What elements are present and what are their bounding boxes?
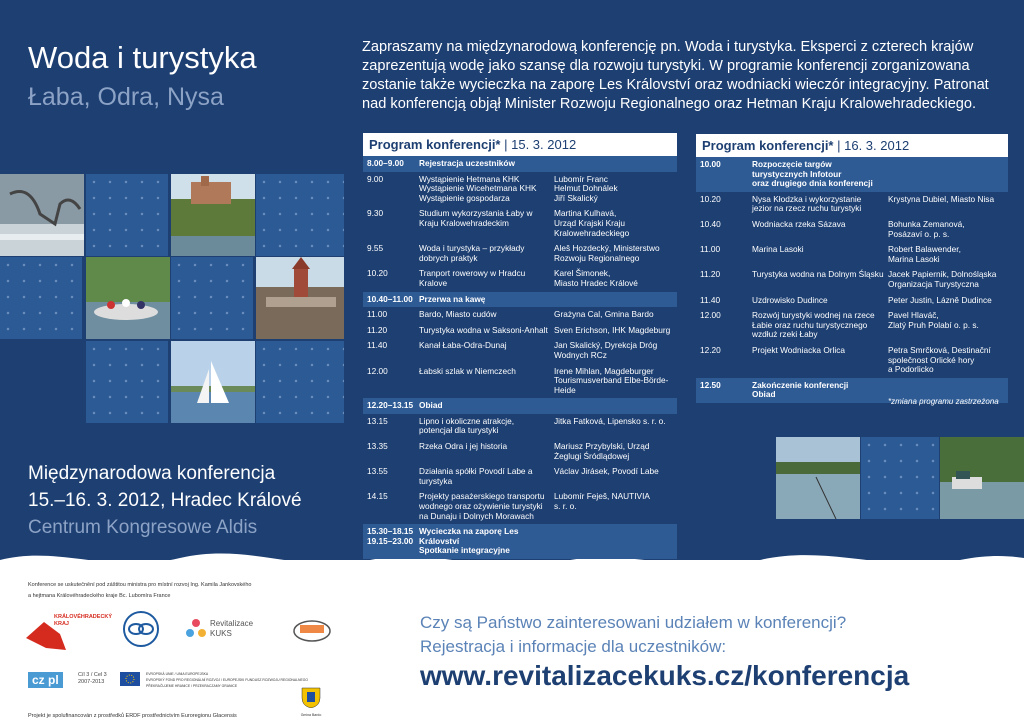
conference-info bbox=[28, 460, 302, 541]
footer-registration: Rejestracja i informacje dla uczestników: bbox=[420, 637, 727, 656]
program-speaker: Václav Jirásek, Povodí Labe bbox=[554, 466, 659, 477]
program-time: 11.20 bbox=[700, 269, 721, 280]
program-speaker: Jan Skalický, Dyrekcja Dróg Wodnych RCz bbox=[554, 340, 658, 360]
program-activity: Wycieczka na zaporę Les Království Spotkanie integracyjne bbox=[419, 526, 519, 556]
page-title: Woda i turystyka bbox=[28, 40, 257, 75]
program-day2-header: Program konferencji* | 16. 3. 2012 bbox=[696, 134, 1008, 157]
photo-lake bbox=[776, 437, 860, 519]
program-time: 11.00 bbox=[367, 309, 388, 320]
program-row bbox=[363, 398, 677, 414]
program-activity: Rozwój turystyki wodnej na rzece Łabie oraz ruchu turystycznego wzdłuż rzeki Łaby bbox=[752, 310, 875, 340]
program-row bbox=[363, 206, 677, 241]
program-speaker: Martina Kulhavá, Urząd Krajski Kraju Kralowehradeckiego bbox=[554, 208, 630, 238]
anchor-tile bbox=[861, 437, 939, 519]
anchor-tile bbox=[86, 174, 168, 256]
photo-boat bbox=[940, 437, 1024, 519]
eu-flag-icon bbox=[120, 672, 140, 686]
page-subtitle: Łaba, Odra, Nysa bbox=[28, 83, 224, 111]
program-row bbox=[363, 489, 677, 524]
program-speaker: Bohunka Zemanová, Posázaví o. p. s. bbox=[888, 218, 965, 239]
program-row bbox=[363, 292, 677, 308]
program-time: 12.50 bbox=[700, 379, 721, 390]
program-activity: Działania spółki Povodí Labe a turystyka bbox=[419, 466, 533, 486]
orlice-logo bbox=[292, 615, 348, 643]
anchor-tile bbox=[171, 257, 253, 339]
bardo-crest-icon: Gmina Bardo bbox=[300, 686, 322, 716]
photo-castle bbox=[171, 174, 255, 256]
program-time: 10.20 bbox=[700, 193, 721, 204]
program-activity: Studium wykorzystania Łaby w Kraju Kralowehradeckim bbox=[419, 208, 533, 228]
program-activity: Lipno i okoliczne atrakcje, potencjał dla turystyki bbox=[419, 415, 515, 436]
program-activity: Rozpoczęcie targów turystycznych Infotour oraz drugiego dnia konferencji bbox=[752, 159, 873, 189]
program-time: 13.15 bbox=[367, 415, 388, 426]
program-speaker bbox=[888, 160, 1008, 189]
program-speaker: Grażyna Cal, Gmina Bardo bbox=[554, 309, 654, 320]
program-time: 12.00 bbox=[367, 365, 388, 376]
program-day1 bbox=[363, 133, 677, 559]
program-row bbox=[363, 172, 677, 207]
program-row bbox=[363, 156, 677, 172]
program-row bbox=[363, 524, 677, 559]
footer-question: Czy są Państwo zainteresowani udziałem w konferencji? bbox=[420, 613, 847, 632]
program-time: 15.30–18.15 19.15–23.00 bbox=[367, 526, 414, 546]
program-speaker bbox=[554, 159, 676, 169]
program-activity: Projekt Wodniacka Orlica bbox=[752, 344, 845, 355]
program-speaker: Jitka Fatková, Lipensko s. r. o. bbox=[554, 415, 666, 426]
program-activity: Uzdrowisko Dudince bbox=[752, 294, 828, 305]
program-speaker: Aleš Hozdecký, Ministerstwo Rozwoju Regionalnego bbox=[554, 243, 660, 263]
program-speaker: Krystyna Dubiel, Miasto Nisa bbox=[888, 193, 995, 204]
program-row bbox=[363, 323, 677, 339]
program-time: 10.40–11.00 bbox=[367, 293, 413, 304]
program-row bbox=[696, 157, 1008, 192]
czpl-logo: cz pl Cíl 3 / Cel 3 2007-2013 bbox=[28, 672, 118, 690]
revitalizace-logo: Revitalizace KUKS bbox=[184, 617, 264, 643]
program-time: 9.30 bbox=[367, 208, 384, 219]
euroregion-logo bbox=[122, 610, 160, 648]
anchor-tile bbox=[256, 174, 344, 256]
kraj-logo: KRÁLOVÉHRADECKÝ KRAJ bbox=[26, 612, 110, 652]
program-time: 9.00 bbox=[367, 173, 384, 184]
program-row bbox=[363, 338, 677, 363]
program-activity: Tranport rowerowy w Hradcu Kralove bbox=[419, 268, 526, 288]
program-activity: Przerwa na kawę bbox=[419, 293, 486, 304]
patronage-line1: Konference se uskutečnění pod záštitou ministra pro místní rozvoj Ing. Kamila Jankovského bbox=[28, 582, 252, 588]
program-row bbox=[363, 364, 677, 399]
conference-date-place: 15.–16. 3. 2012, Hradec Králové bbox=[28, 490, 302, 511]
program-day1-rows bbox=[363, 156, 677, 559]
patronage-line2: a hejtmana Královéhradeckého kraje Bc. Lubomíra France bbox=[28, 593, 171, 599]
cofinance-note: Projekt je spolufinancován z prostředků ERDF prostřednictvím Euroregionu Glacensis bbox=[28, 713, 237, 719]
program-row bbox=[696, 217, 1008, 242]
program-speaker: Peter Justin, Lázně Dudince bbox=[888, 294, 992, 305]
program-time: 12.00 bbox=[700, 310, 721, 321]
program-activity: Woda i turystyka – przykłady dobrych praktyk bbox=[419, 243, 525, 263]
photo-dam bbox=[256, 257, 344, 339]
anchor-tile bbox=[86, 341, 168, 423]
program-speaker: Lubomír Franc Helmut Dohnálek Jiří Skalický bbox=[554, 173, 618, 203]
program-speaker: Irene Mihlan, Magdeburger Tourismusverband Elbe-Börde- Heide bbox=[554, 365, 669, 395]
program-activity: Bardo, Miasto cudów bbox=[419, 309, 497, 320]
program-speaker: Lubomír Feješ, NAUTIVIA s. r. o. bbox=[554, 491, 650, 512]
program-time: 10.40 bbox=[700, 218, 721, 229]
program-speaker: Jacek Papiernik, Dolnośląska Organizacja Turystyczna bbox=[888, 269, 997, 289]
program-time: 10.00 bbox=[700, 159, 721, 169]
program-speaker bbox=[554, 401, 676, 411]
program-activity: Kanał Łaba-Odra-Dunaj bbox=[419, 340, 507, 351]
program-time: 13.35 bbox=[367, 441, 388, 452]
program-note: *zmiana programu zastrzeżona bbox=[888, 397, 999, 406]
program-activity: Turystyka wodna w Saksoni-Anhalt bbox=[419, 324, 548, 335]
program-speaker: Sven Erichson, IHK Magdeburg bbox=[554, 324, 671, 335]
photo-weir bbox=[0, 174, 84, 256]
eu-text: EVROPSKÁ UNIE / UNIA EUROPEJSKA EVROPSKÝ FOND PRO REGIONÁLNÍ ROZVOJ / EUROPEJSKI FUNDUSZ ROZWOJU REGIONALNEGO PŘEKRAČUJEME HRANICE / PRZEKRACZAMY GRANICE bbox=[146, 672, 309, 688]
program-time: 11.00 bbox=[700, 244, 721, 255]
program-activity: Wystąpienie Hetmana KHK Wystąpienie Wicehetmana KHK Wystąpienie gospodarza bbox=[419, 173, 537, 203]
program-time: 12.20 bbox=[700, 344, 721, 355]
program-speaker: Mariusz Przybylski, Urząd Żeglugi Śródlądowej bbox=[554, 441, 650, 461]
program-speaker: Petra Smrčková, Destinační společnost Orlické hory a Podorlicko bbox=[888, 344, 991, 375]
program-activity: Łabski szlak w Niemczech bbox=[419, 365, 516, 376]
program-speaker: Robert Balawender, Marina Lasoki bbox=[888, 244, 961, 264]
program-row bbox=[696, 293, 1008, 309]
program-activity: Projekty pasażerskiego transportu wodnego oraz ożywienie turystyki na Dunaju i Dolnych Morawach bbox=[419, 491, 545, 521]
program-time: 11.40 bbox=[700, 294, 721, 305]
program-row bbox=[363, 266, 677, 291]
program-activity: Rzeka Odra i jej historia bbox=[419, 441, 508, 452]
program-activity: Turystyka wodna na Dolnym Śląsku bbox=[752, 269, 884, 280]
program-time: 10.20 bbox=[367, 268, 388, 279]
program-time: 9.55 bbox=[367, 243, 384, 254]
photo-sailboat bbox=[171, 341, 255, 423]
intro-paragraph: Zapraszamy na międzynarodową konferencję pn. Woda i turystyka. Eksperci z czterech krajów zaprezentują wodę jako szansę dla rozwoju turystyki. W programie konferencji zorganizowana zostanie także wycieczka na zaporę Les Království oraz wodniacki wieczór integracyjny. Patronat nad konferencją objął Minister Rozwoju Regionalnego oraz Hetman Kraju Kralowehradeckiego. bbox=[362, 39, 989, 112]
conference-venue: Centrum Kongresowe Aldis bbox=[28, 517, 258, 538]
photo-rafting bbox=[86, 257, 170, 339]
program-row bbox=[696, 242, 1008, 267]
program-activity: Rejestracja uczestników bbox=[419, 158, 515, 168]
program-activity: Zakończenie konferencji Obiad bbox=[752, 379, 849, 400]
program-time: 8.00–9.00 bbox=[367, 158, 404, 168]
program-time: 13.55 bbox=[367, 466, 388, 477]
program-row bbox=[696, 192, 1008, 217]
program-speaker: Pavel Hlaváč, Zlatý Pruh Polabí o. p. s. bbox=[888, 310, 979, 330]
program-row bbox=[696, 308, 1008, 343]
program-row bbox=[696, 343, 1008, 378]
program-time: 11.40 bbox=[367, 340, 388, 351]
anchor-tile bbox=[0, 257, 82, 339]
registration-link[interactable]: www.revitalizacekuks.cz/konferencja bbox=[420, 660, 910, 691]
program-time: 11.20 bbox=[367, 324, 388, 335]
program-speaker: Karel Šimonek, Miasto Hradec Králové bbox=[554, 268, 638, 288]
program-speaker bbox=[554, 527, 676, 556]
program-time: 14.15 bbox=[367, 491, 388, 502]
program-row bbox=[363, 439, 677, 464]
program-row bbox=[696, 267, 1008, 292]
program-row bbox=[363, 307, 677, 323]
conference-title: Międzynarodowa konferencja bbox=[28, 463, 276, 484]
program-speaker bbox=[554, 295, 676, 305]
program-day2-rows bbox=[696, 157, 1008, 403]
program-activity: Nysa Kłodzka i wykorzystanie jezior na rzecz ruchu turystyki bbox=[752, 193, 862, 214]
program-activity: Marina Lasoki bbox=[752, 244, 804, 255]
program-activity: Wodniacka rzeka Sázava bbox=[752, 218, 846, 229]
program-day2 bbox=[696, 134, 1008, 403]
program-row bbox=[363, 414, 677, 439]
anchor-tile bbox=[256, 341, 344, 423]
program-row bbox=[363, 464, 677, 489]
program-row bbox=[363, 241, 677, 266]
program-activity: Obiad bbox=[419, 400, 443, 411]
program-day1-header: Program konferencji* | 15. 3. 2012 bbox=[363, 133, 677, 156]
program-time: 12.20–13.15 bbox=[367, 400, 414, 411]
